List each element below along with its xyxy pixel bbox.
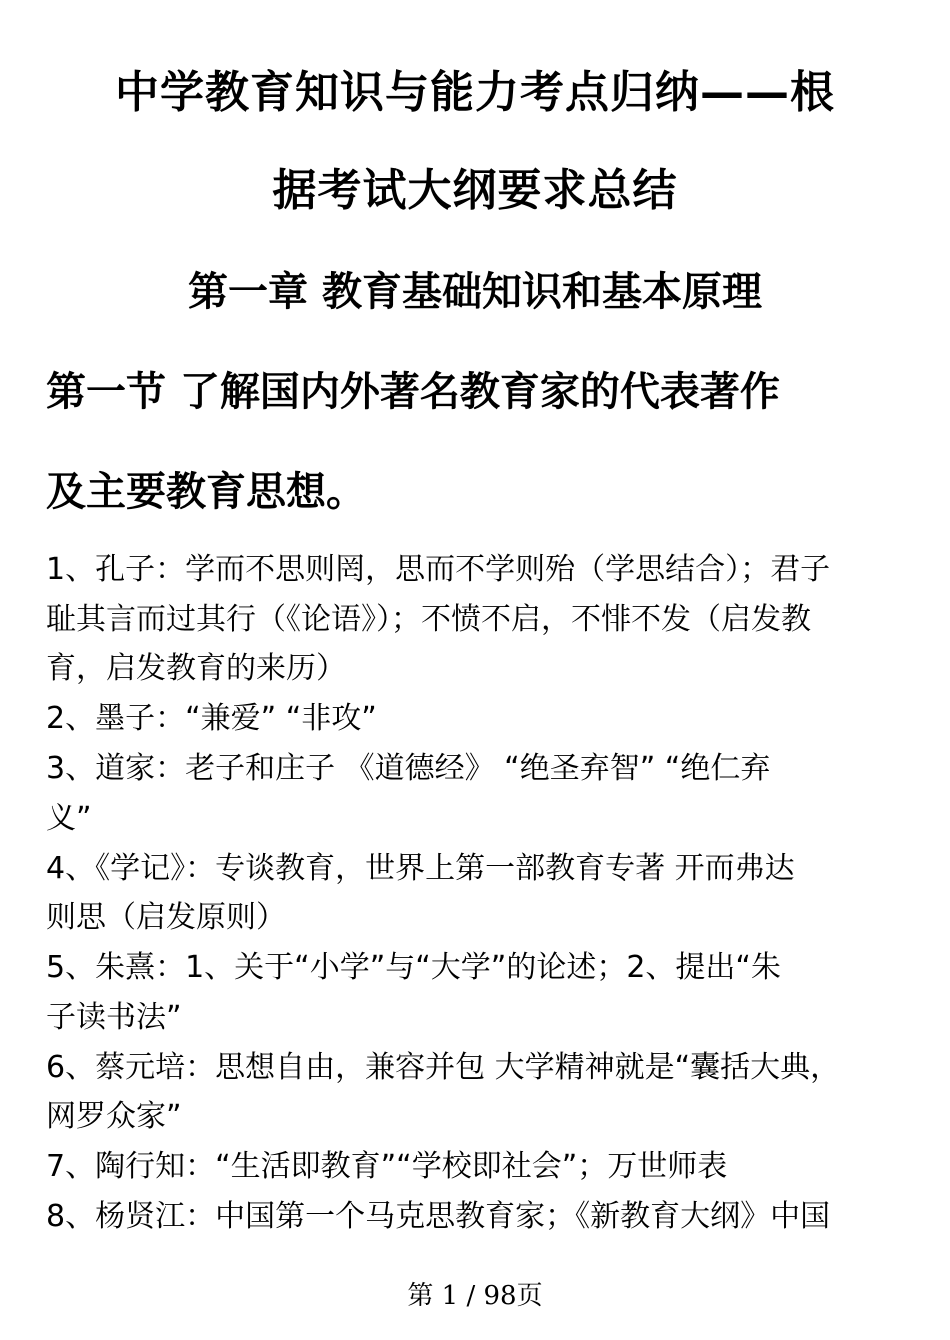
chapter-heading: 第一章 教育基础知识和基本原理	[188, 269, 762, 315]
body-text-line: 2、墨子：“兼爱” “非攻”	[46, 701, 377, 736]
body-text-line: 4、《学记》：专谈教育，世界上第一部教育专著 开而弗达	[46, 851, 795, 886]
body-text-line: 网罗众家”	[46, 1099, 182, 1134]
body-text-line: 义”	[46, 801, 92, 836]
body-text-line: 8、杨贤江：中国第一个马克思教育家；《新教育大纲》中国	[46, 1199, 831, 1234]
body-text-line: 耻其言而过其行（《论语》）；不愤不启，不悱不发（启发教	[46, 602, 811, 637]
section-heading-line-2: 及主要教育思想。	[46, 469, 366, 515]
body-text-line: 育，启发教育的来历）	[46, 651, 346, 686]
document-title-line-1: 中学教育知识与能力考点归纳——根	[115, 67, 835, 118]
body-text-line: 子读书法”	[46, 1000, 182, 1035]
body-text-line: 则思（启发原则）	[46, 900, 286, 935]
body-text-line: 1、孔子：学而不思则罔，思而不学则殆（学思结合）；君子	[46, 552, 831, 587]
body-text-line: 6、蔡元培：思想自由，兼容并包 大学精神就是“囊括大典，	[46, 1050, 841, 1085]
document-title-line-2: 据考试大纲要求总结	[272, 165, 678, 216]
section-heading-line-1: 第一节 了解国内外著名教育家的代表著作	[46, 369, 780, 415]
body-text-line: 3、道家：老子和庄子 《道德经》 “绝圣弃智” “绝仁弃	[46, 751, 771, 786]
body-text-line: 5、朱熹：1、关于“小学”与“大学”的论述；2、提出“朱	[46, 950, 781, 985]
body-text-line: 7、陶行知：“生活即教育”“学校即社会”；万世师表	[46, 1149, 728, 1184]
page-footer: 第 1 / 98页	[407, 1281, 543, 1311]
